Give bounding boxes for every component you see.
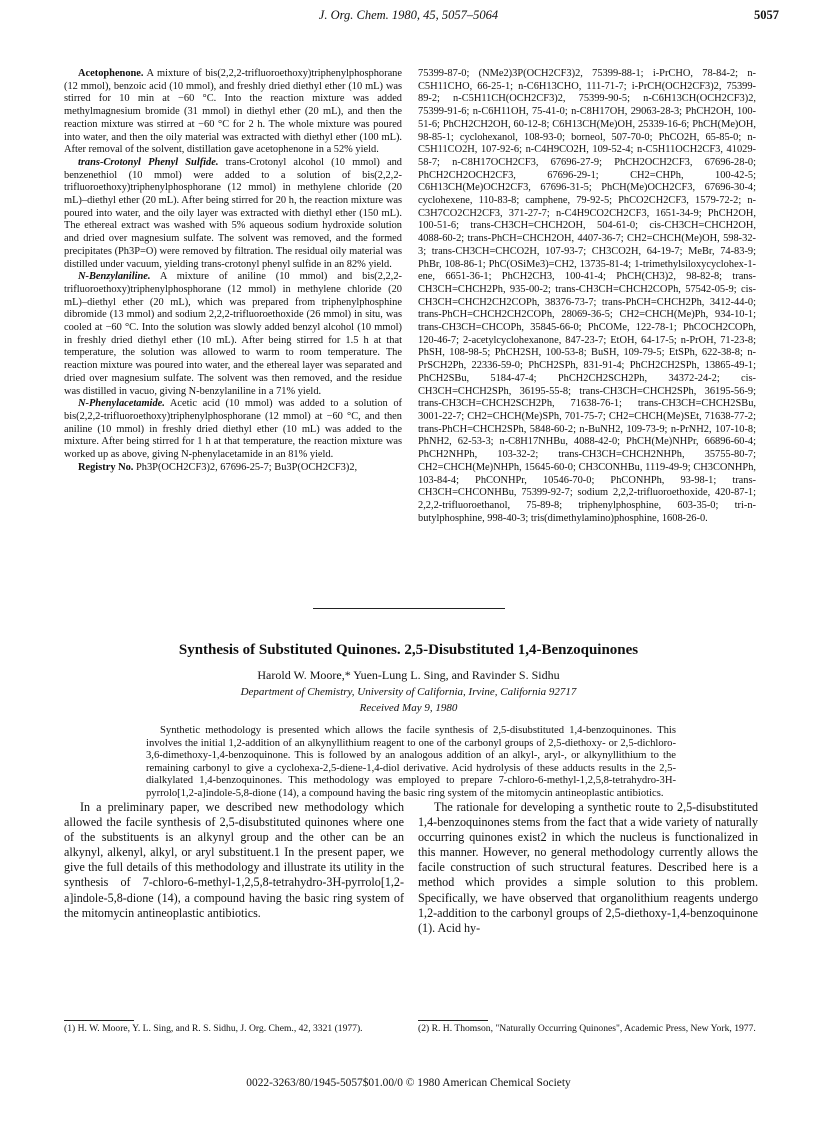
article-abstract: Synthetic methodology is presented which allows the facile synthesis of 2,5-disubstituted 1,4-benzoquinones. This involves the initial 1,2-addition of an alkynyllithium reagent to one of the carbonyl groups of 2,5-diethoxy- or 2,5-dichloro-3,6-dimethoxy-1,4-benzoquinone. This is followed by an analogous addition of an alkyl-, aryl-, or alkynyllithium to the remaining carbonyl to give a cyclohexa-2,5-diene-1,4-diol derivative. Acid hydrolysis of these adducts results in the 2,5-dialkylated 1,4-benzoquinones. This methodology was employed to prepare 7-chloro-6-methyl-1,2,5,8-tetrahydro-3H-pyrrolo[1,2-a]indole-5,8-dione (14), a compound having the basic ring system of the mitomycin antineoplastic antibiotics. (146, 725, 676, 799)
heading-crotonyl: trans-Crotonyl Phenyl Sulfide. (78, 156, 219, 168)
text-registry-left: Ph3P(OCH2CF3)2, 67696-25-7; Bu3P(OCH2CF3)2, (133, 461, 358, 473)
text-benzylaniline: A mixture of aniline (10 mmol) and bis(2,2,2-trifluoroethoxy)triphenylphosphorane (12 mmol) in methylene chloride (20 mL)–diethyl ether (20 mL), which was prepared from triphenylphosphine dibromide (13 mmol) and sodium 2,2,2-trifluoroethoxide (26 mmol) in situ, was cooled at −60 °C. Into the solution was slowly added benzyl alcohol (10 mmol) in freshly dried diethyl ether (10 mL). After being stirred for 1.5 h at that temperature, the solution was allowed to warm to room temperature. The reaction mixture was poured into water, and the ethereal layer was separated and dried over magnesium sulfate. The solvent was then removed, and the residue was distilled in vacuo, giving N-benzylaniline in a 71% yield. (64, 271, 402, 397)
body-paragraph-right: The rationale for developing a synthetic route to 2,5-disubstituted 1,4-benzoquinones stems from the fact that a wide variety of naturally occurring quinones exist2 in which the nucleus is functionalized in this manner. However, no general methodology currently allows the facile construction of such structural features. Described here is a method which provides a simple solution to this problem. Specifically, we have observed that organolithium reagents undergo 1,2-addition to the carbonyl groups of 2,5-diethoxy-1,4-benzoquinone (1). Acid hy- (418, 800, 758, 935)
article-authors: Harold W. Moore,* Yuen-Lung L. Sing, and Ravinder S. Sidhu (257, 668, 560, 682)
heading-acetophenone: Acetophenone. (78, 68, 144, 79)
experimental-column-left (64, 68, 402, 475)
paragraph-registry (64, 462, 402, 475)
footnote-rule-left (64, 1020, 134, 1021)
page-footer: 0022-3263/80/1945-5057$01.00/0 © 1980 American Chemical Society (246, 1077, 571, 1089)
paragraph-acetophenone (64, 68, 402, 157)
section-divider (313, 608, 505, 609)
experimental-column-right (418, 68, 756, 525)
author-affiliation: Department of Chemistry, University of California, Irvine, California 92717 (240, 686, 577, 698)
heading-registry: Registry No. (78, 461, 134, 473)
heading-phenylacetamide: N-Phenylacetamide. (78, 398, 165, 410)
footnote-2: (2) R. H. Thomson, "Naturally Occurring Quinones", Academic Press, New York, 1977. (418, 1023, 756, 1034)
running-header (0, 8, 817, 28)
text-acetophenone: A mixture of bis(2,2,2-trifluoroethoxy)triphenylphosphorane (12 mmol), benzoic acid (10 mmol), and freshly dried diethyl ether (10 mL) was stirred for 10 min at −60 °C. Into the reaction mixture was added methylmagnesium bromide (31 mmol) in diethyl ether (20 mL), and then the reaction mixture was stirred at −60 °C for 2 h. The whole mixture was poured into water, and then the oily material was extracted with diethyl ether (100 mL). After removal of the solvent, distillation gave acetophenone in a 52% yield. (64, 68, 402, 156)
paragraph-crotonyl (64, 157, 402, 271)
heading-benzylaniline: N-Benzylaniline. (78, 271, 151, 283)
footnote-1: (1) H. W. Moore, Y. L. Sing, and R. S. Sidhu, J. Org. Chem., 42, 3321 (1977). (64, 1023, 363, 1034)
text-registry-right: 75399-87-0; (NMe2)3P(OCH2CF3)2, 75399-88-1; i-PrCHO, 78-84-2; n-C5H11CHO, 66-25-1; n-C6H13CHO, 111-71-7; i-PrCH(OCH2CF3)2, 75399-89-2; n-C5H11CH(OCH2CF3)2, 75399-90-5; n-C6H13CH(OCH2CF3)2, 75399-91-6; n-C6H11OH, 75-41-0; n-C8H17OH, 29063-28-3; PhCH2OH, 100-51-6; PhCH2CH2OH, 60-12-8; C6H13CH(Me)OH, 25339-16-6; PhCH(Me)OH, 98-85-1; cyclohexanol, 108-93-0; borneol, 507-70-0; PhCO2H, 65-85-0; n-C5H11CO2H, 107-92-6; n-C4H9CO2H, 109-52-4; n-C5H11OCH2CF3, 41029-58-7; n-C8H17OCH2CF3, 67696-27-9; PhCH2OCH2CF3, 67696-28-0; PhCH2CH2OCH2CF3, 67696-29-1; CH2=CHPh, 100-42-5; C6H13CH(Me)OCH2CF3, 67696-31-5; PhCH(Me)OCH2CF3, 67696-30-4; cyclohexene, 110-83-8; camphene, 79-92-5; PhCO2CH2CF3, 1579-72-2; n-C3H7CO2CH2CF3, 371-27-7; n-C4H9CO2CH2CF3, 1651-34-9; PhCH2OH, 100-51-6; trans-CH3CH=CHCH2OH, 504-61-0; cis-CH3CH=CHCH2OH, 4088-60-2; trans-PhCH=CHCH2OH, 4407-36-7; CH2=CHCH(Me)OH, 598-32-3; trans-CH3CH=CHCO2H, 107-93-7; CH3CO2H, 64-19-7; MeBr, 74-83-9; PhBr, 108-86-1; PhC(OSiMe3)=CH2, 13735-81-4; 1-trimethylsiloxycyclohex-1-ene, 6651-36-1; PhCH2CH3, 100-41-4; PhCH(CH3)2, 98-82-8; trans-CH3CH=CHCH2Ph, 935-00-2; trans-CH3CH=CHCH2COPh, 57542-05-9; cis-CH3CH=CHCH2CH2COPh, 38376-73-7; trans-PhCH=CHCH2Ph, 3412-44-0; trans-PhCH=CHCH2CH2COPh, 28069-36-5; CH2=CHCH(Me)Ph, 934-10-1; trans-CH3CH=CHCOPh, 35845-66-0; PhCOMe, 122-78-1; PhCOCH2COPh, 120-46-7; 2-acetylcyclohexanone, 847-23-7; EtOH, 64-17-5; n-PrOH, 71-23-8; PhSH, 108-98-5; PhCH2SH, 100-53-8; BuSH, 109-79-5; EtSPh, 622-38-8; n-PrSCH2Ph, 22336-59-0; PhCH2SPh, 831-91-4; PhCH2CH2SPh, 13865-49-1; PhCH2SBu, 5184-47-4; PhCH2CH2SCH2Ph, 34372-24-2; cis-CH3CH=CHCH2SPh, 36195-55-8; trans-CH3CH=CHCH2SPh, 36195-56-9; trans-CH3CH=CHCH2SCH2Ph, 71638-76-1; trans-CH3CH=CHCH2SBu, 3001-22-7; CH2=CHCH(Me)SPh, 701-75-7; CH2=CHCH(Me)SEt, 71638-77-2; trans-PhCH=CHCH2SPh, 5848-60-2; n-BuNH2, 109-73-9; n-PrNH2, 107-10-8; PhNH2, 62-53-3; n-C8H17NHBu, 4088-42-0; PhCH(Me)NHPr, 66896-60-4; PhCH2NHPh, 103-32-2; trans-CH3CH=CHCH2NHPh, 35755-80-7; CH2=CHCH(Me)NHPh, 15645-60-0; CH3CONHBu, 1119-49-9; CH3CONHPh, 103-84-4; PhCONHPr, 10546-70-0; PhCONHPh, 93-98-1; trans-CH3CH=CHCONHBu, 75399-92-7; sodium 2,2,2-trifluoroethoxide, 420-87-1; 2,2,2-trifluoroethanol, 75-89-8; triphenylphosphine, 603-35-0; tri-n-butylphosphine, 998-40-3; tris(dimethylamino)phosphine, 1608-26-0. (418, 68, 756, 524)
text-phenylacetamide: Acetic acid (10 mmol) was added to a solution of bis(2,2,2-trifluoroethoxy)triphenylphosphorane (12 mmol) at −60 °C, and then aniline (10 mmol) in freshly dried diethyl ether (10 mL) was added to the mixture. After being stirred for 1 h at that temperature, the reaction mixture was worked up as above, giving N-phenylacetamide in an 81% yield. (64, 398, 402, 461)
body-column-right (418, 800, 758, 936)
paragraph-benzylaniline (64, 271, 402, 398)
received-date: Received May 9, 1980 (359, 702, 458, 714)
footnote-rule-right (418, 1020, 488, 1021)
body-column-left (64, 800, 404, 921)
journal-reference: J. Org. Chem. 1980, 45, 5057–5064 (318, 8, 499, 22)
text-crotonyl: trans-Crotonyl alcohol (10 mmol) and benzenethiol (10 mmol) were added to a solution of bis(2,2,2-trifluoroethoxy)triphenylphosphorane (12 mmol) in methylene chloride (20 mL)–diethyl ether (20 mL). After being stirred for 20 h, the reaction mixture was poured into water, and the oily layer was extracted with diethyl ether (150 mL). The ethereal extract was washed with 5% aqueous sodium hydroxide solution and dried over magnesium sulfate. The solvent was removed, and the formed precipitates (Ph3P=O) were removed by filtration. The residual oily material was distilled under vacuum, yielding trans-crotonyl phenyl sulfide in an 82% yield. (64, 156, 402, 270)
body-paragraph-left: In a preliminary paper, we described new methodology which allowed the facile synthesis of 2,5-disubstituted quinones where one of the substituents is an alkynyl group and the other can be an alkynyl, alkenyl, alkyl, or aryl substituent.1 In the present paper, we give the full details of this methodology and illustrate its utility in the synthesis of 7-chloro-6-methyl-1,2,5,8-tetrahydro-3H-pyrrolo[1,2-a]indole-5,8-dione (14), a compound having the basic ring system of the mitomycin antineoplastic antibiotics. (64, 800, 404, 920)
page-number: 5057 (754, 8, 779, 22)
paragraph-phenylacetamide (64, 398, 402, 462)
article-title: Synthesis of Substituted Quinones. 2,5-Disubstituted 1,4-Benzoquinones (178, 642, 639, 658)
